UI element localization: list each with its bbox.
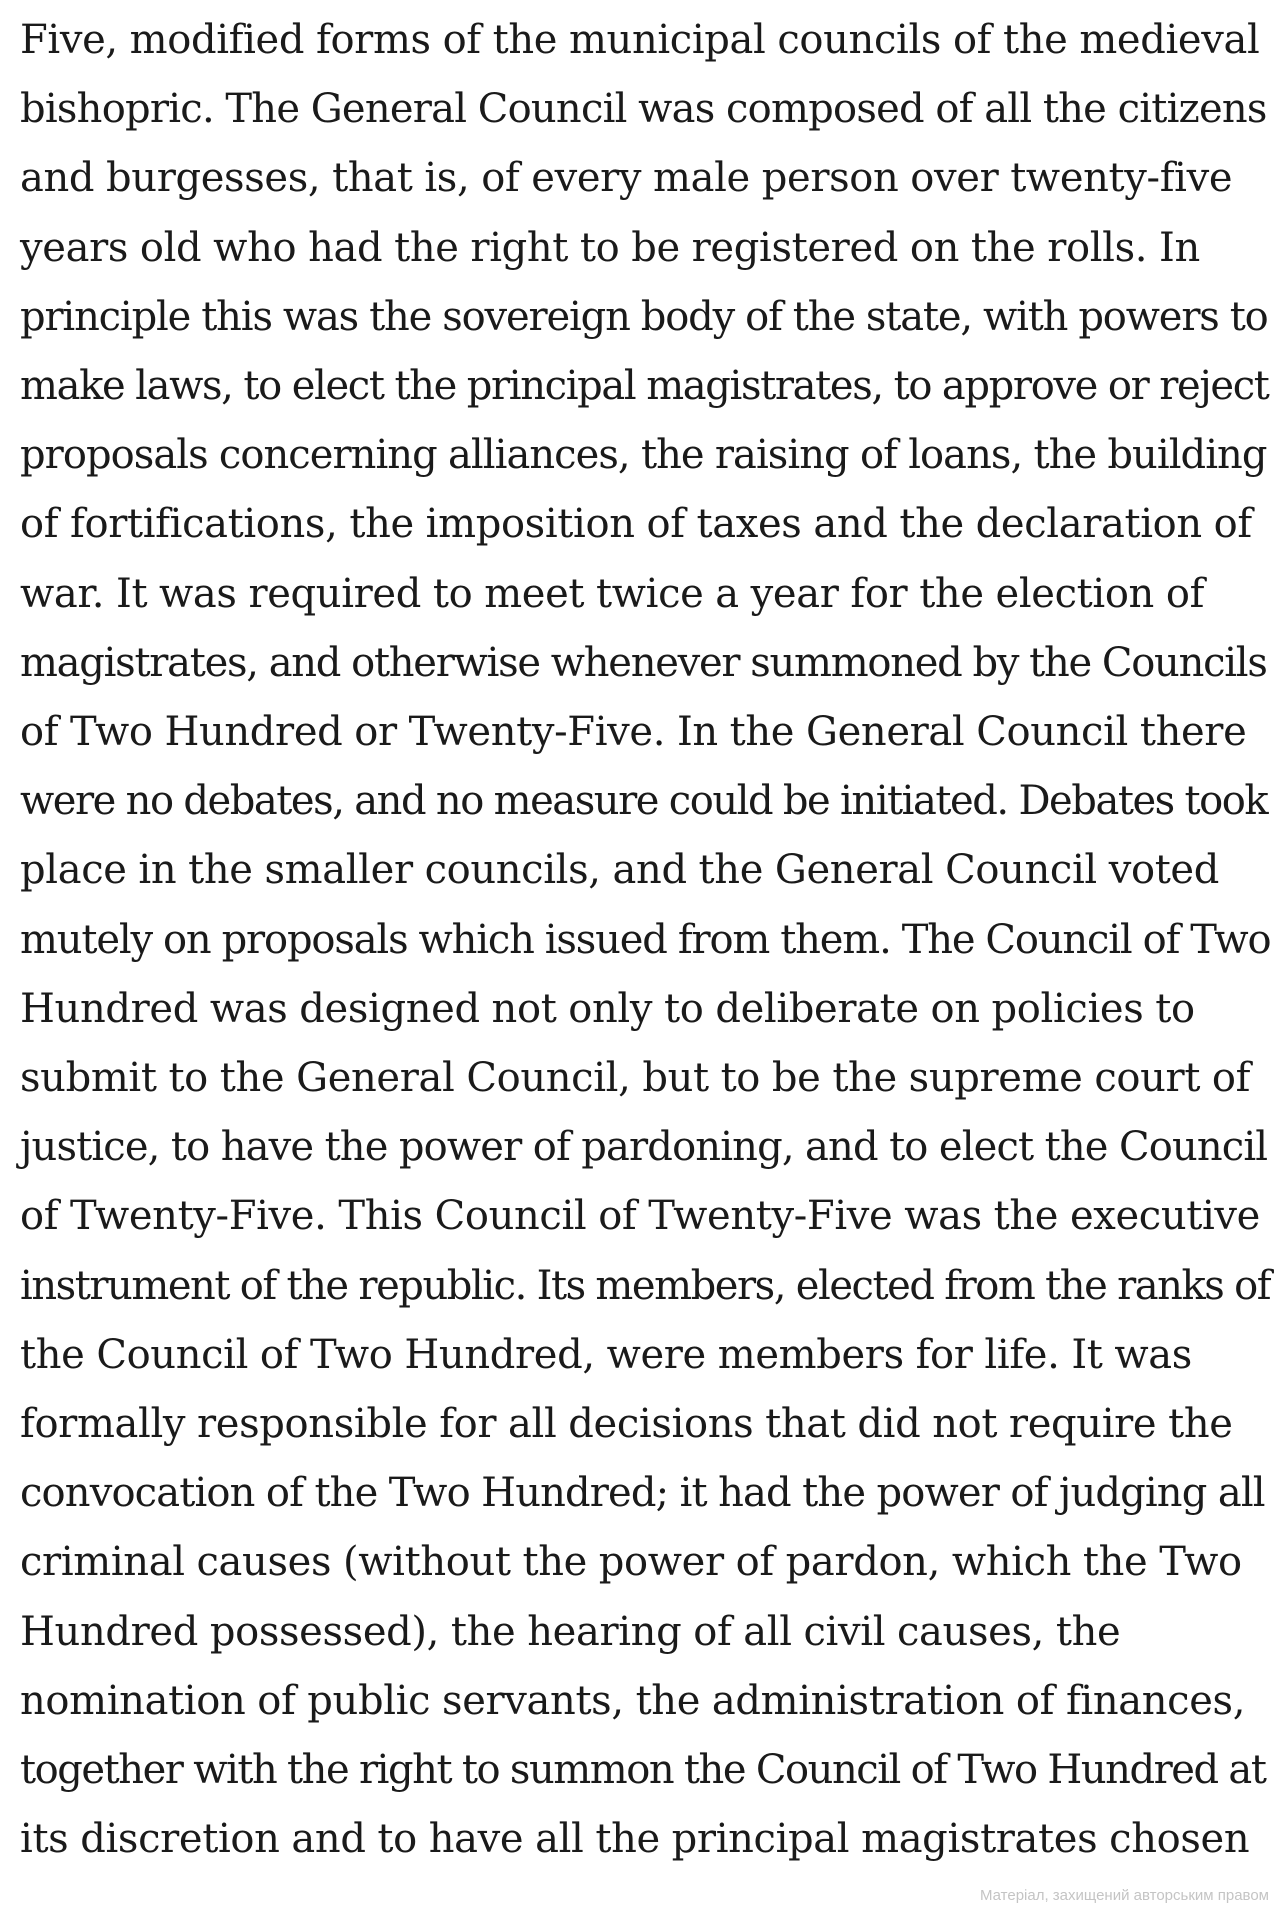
text-line-8: of fortifications, the imposition of taxes and the declaration of [20,501,1252,548]
text-line-19: instrument of the republic. Its members, elected from the ranks of [20,1262,1271,1309]
text-line-23: criminal causes (without the power of pardon, which the Two [20,1539,1242,1586]
text-line-7: proposals concerning alliances, the raising of loans, the building [20,432,1267,479]
text-line-21: formally responsible for all decisions that did not require the [20,1401,1233,1448]
text-line-12: were no debates, and no measure could be initiated. Debates took [20,778,1268,825]
text-line-5: principle this was the sovereign body of the state, with powers to [20,293,1268,340]
text-line-26: together with the right to summon the Council of Two Hundred at [20,1747,1266,1794]
text-line-27: its discretion and to have all the principal magistrates chosen [20,1816,1250,1863]
text-line-18: of Twenty-Five. This Council of Twenty-Five was the executive [20,1193,1261,1240]
text-line-9: war. It was required to meet twice a year for the election of [20,570,1205,617]
copyright-watermark: Матеріал, захищений авторським правом [979,1887,1269,1904]
text-line-16: submit to the General Council, but to be the supreme court of [20,1055,1251,1102]
text-line-3: and burgesses, that is, of every male person over twenty-five [20,155,1233,202]
text-line-24: Hundred possessed), the hearing of all civil causes, the [20,1608,1121,1655]
text-line-11: of Two Hundred or Twenty-Five. In the General Council there [20,709,1247,756]
text-line-25: nomination of public servants, the administration of finances, [20,1677,1246,1724]
text-line-15: Hundred was designed not only to deliberate on policies to [20,985,1195,1032]
text-line-17: justice, to have the power of pardoning, and to elect the Council [20,1124,1268,1171]
text-line-4: years old who had the right to be registered on the rolls. In [20,224,1200,271]
text-line-10: magistrates, and otherwise whenever summoned by the Councils [20,639,1267,686]
text-line-13: place in the smaller councils, and the General Council voted [20,847,1220,894]
text-line-14: mutely on proposals which issued from them. The Council of Two [20,916,1271,963]
text-line-1: Five, modified forms of the municipal councils of the medieval [20,17,1260,63]
text-line-6: make laws, to elect the principal magistrates, to approve or reject [20,363,1269,410]
text-line-2: bishopric. The General Council was composed of all the citizens [20,86,1267,133]
text-line-20: the Council of Two Hundred, were members for life. It was [20,1331,1192,1378]
text-line-22: convocation of the Two Hundred; it had the power of judging all [20,1470,1265,1517]
body-text [20,6,1270,1874]
